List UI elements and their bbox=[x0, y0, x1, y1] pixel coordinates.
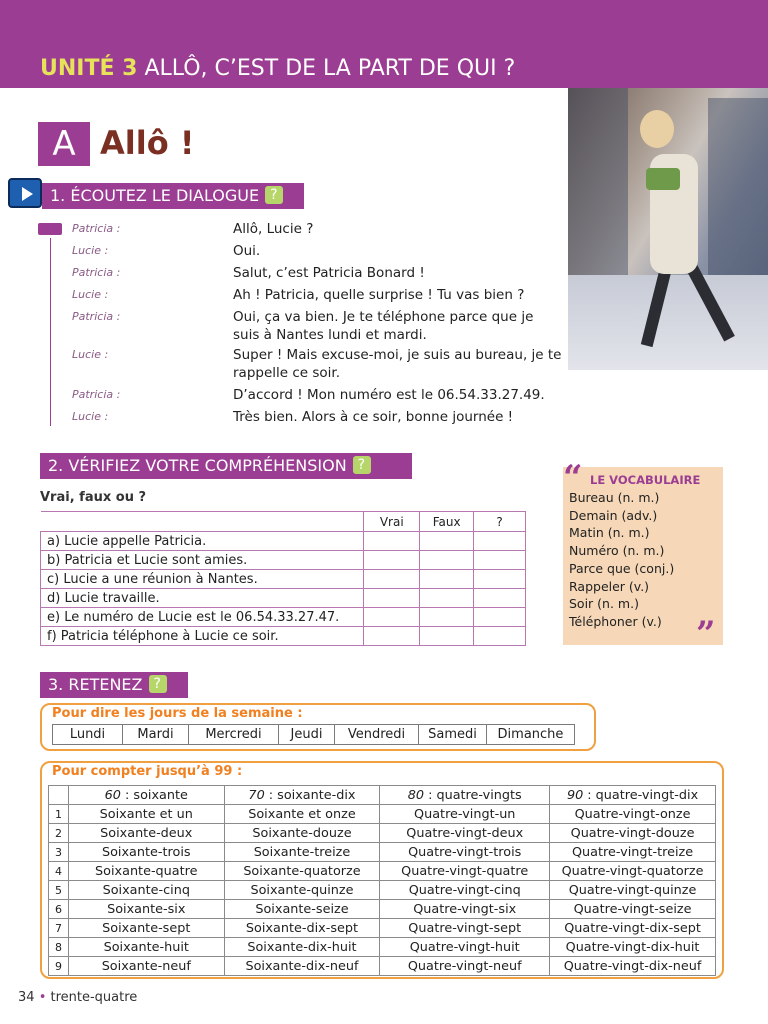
row-index: 2 bbox=[49, 824, 69, 843]
number-cell: Quatre-vingt-dix-huit bbox=[550, 938, 716, 957]
play-audio-icon[interactable] bbox=[8, 178, 42, 208]
vocabulary-item: Numéro (n. m.) bbox=[569, 543, 665, 559]
table-row bbox=[41, 608, 526, 627]
numbers-title: Pour compter jusqu’à 99 : bbox=[52, 764, 243, 779]
number-cell: Quatre-vingt-deux bbox=[380, 824, 550, 843]
vrai-checkbox[interactable] bbox=[364, 608, 420, 627]
question-icon bbox=[265, 186, 283, 204]
statement-cell: d) Lucie travaille. bbox=[41, 589, 364, 608]
day-cell: Jeudi bbox=[279, 725, 335, 745]
section-3-title-text: 3. RETENEZ bbox=[48, 675, 143, 694]
table-row bbox=[41, 532, 526, 551]
table-row bbox=[41, 570, 526, 589]
number-header bbox=[224, 786, 380, 805]
number-header-value: 90 bbox=[566, 787, 584, 803]
number-cell: Soixante-quinze bbox=[224, 881, 380, 900]
refresh-icon bbox=[149, 675, 167, 693]
table-row bbox=[49, 805, 716, 824]
day-cell: Dimanche bbox=[487, 725, 575, 745]
cassette-icon bbox=[38, 223, 62, 235]
row-index: 4 bbox=[49, 862, 69, 881]
dialogue-line: Super ! Mais excuse-moi, je suis au bureau, je te rappelle ce soir. bbox=[233, 347, 562, 381]
vocabulary-item: Rappeler (v.) bbox=[569, 578, 650, 594]
woman-walking-photo bbox=[568, 88, 768, 370]
vocabulary-title: LE VOCABULAIRE bbox=[590, 473, 701, 487]
section-2-title bbox=[40, 453, 412, 479]
vocabulary-item: Bureau (n. m.) bbox=[569, 490, 660, 505]
number-cell: Quatre-vingt-treize bbox=[550, 843, 716, 862]
days-table bbox=[52, 724, 575, 745]
faux-checkbox[interactable] bbox=[420, 608, 474, 627]
number-header-value: 60 bbox=[104, 787, 121, 803]
number-cell: Quatre-vingt-quinze bbox=[550, 881, 716, 900]
faux-checkbox[interactable] bbox=[420, 627, 474, 646]
number-cell: Soixante-cinq bbox=[68, 881, 224, 900]
dialogue-line: D’accord ! Mon numéro est le 06.54.33.27.49. bbox=[233, 387, 545, 403]
unit-label: UNITÉ 3 bbox=[40, 56, 138, 81]
statement-cell: b) Patricia et Lucie sont amies. bbox=[41, 551, 364, 570]
number-header-word: : soixante-dix bbox=[264, 787, 356, 803]
table-row bbox=[49, 919, 716, 938]
dialogue-line: Oui. bbox=[233, 243, 261, 259]
faux-checkbox[interactable] bbox=[420, 551, 474, 570]
vrai-checkbox[interactable] bbox=[364, 627, 420, 646]
column-header-vrai: Vrai bbox=[364, 512, 420, 532]
statement-cell: f) Patricia téléphone à Lucie ce soir. bbox=[41, 627, 364, 646]
row-index: 7 bbox=[49, 919, 69, 938]
dialogue-speaker: Patricia : bbox=[72, 222, 121, 235]
number-cell: Quatre-vingt-huit bbox=[380, 938, 550, 957]
vocabulary-item: Téléphoner (v.) bbox=[569, 613, 662, 629]
vocabulary-item: Parce que (conj.) bbox=[569, 560, 675, 576]
number-cell: Quatre-vingt-dix-neuf bbox=[550, 957, 716, 976]
table-row bbox=[49, 843, 716, 862]
open-quote-icon: “ bbox=[563, 458, 583, 498]
number-cell: Quatre-vingt-trois bbox=[380, 843, 550, 862]
faux-checkbox[interactable] bbox=[420, 589, 474, 608]
table-row bbox=[49, 862, 716, 881]
true-false-table bbox=[40, 511, 526, 646]
section-1-title bbox=[42, 183, 304, 209]
number-header-word: : quatre-vingt-dix bbox=[583, 787, 699, 803]
number-cell: Soixante-neuf bbox=[68, 957, 224, 976]
dialogue-line: Ah ! Patricia, quelle surprise ! Tu vas bien ? bbox=[233, 287, 525, 303]
number-cell: Soixante-deux bbox=[68, 824, 224, 843]
row-index: 6 bbox=[49, 900, 69, 919]
row-index: 5 bbox=[49, 881, 69, 900]
day-cell: Samedi bbox=[419, 725, 487, 745]
dialogue-speaker: Lucie : bbox=[72, 244, 109, 257]
dialogue-speaker: Lucie : bbox=[72, 348, 109, 361]
vrai-checkbox[interactable] bbox=[364, 589, 420, 608]
unit-title bbox=[40, 56, 515, 81]
exercise-instruction: Vrai, faux ou ? bbox=[40, 490, 147, 505]
index-header-cell bbox=[49, 786, 69, 805]
row-index: 1 bbox=[49, 805, 69, 824]
question-icon bbox=[353, 456, 371, 474]
dialogue-line: Allô, Lucie ? bbox=[233, 221, 314, 237]
column-header-faux: Faux bbox=[420, 512, 474, 532]
table-row bbox=[41, 551, 526, 570]
number-cell: Soixante et un bbox=[68, 805, 224, 824]
column-header-unknown: ? bbox=[474, 512, 526, 532]
vrai-checkbox[interactable] bbox=[364, 532, 420, 551]
number-cell: Quatre-vingt-sept bbox=[380, 919, 550, 938]
number-cell: Quatre-vingt-six bbox=[380, 900, 550, 919]
number-cell: Quatre-vingt-un bbox=[380, 805, 550, 824]
day-cell: Vendredi bbox=[335, 725, 419, 745]
number-cell: Soixante et onze bbox=[224, 805, 380, 824]
statement-cell: c) Lucie a une réunion à Nantes. bbox=[41, 570, 364, 589]
vocabulary-item: Demain (adv.) bbox=[569, 507, 658, 523]
dialogue-line: Salut, c’est Patricia Bonard ! bbox=[233, 265, 425, 281]
row-index: 9 bbox=[49, 957, 69, 976]
table-row bbox=[41, 589, 526, 608]
number-header-value: 80 bbox=[407, 787, 425, 803]
vocabulary-item: Matin (n. m.) bbox=[569, 525, 650, 541]
number-cell: Quatre-vingt-quatre bbox=[380, 862, 550, 881]
dialogue-speaker: Patricia : bbox=[72, 310, 121, 323]
number-cell: Quatre-vingt-neuf bbox=[380, 957, 550, 976]
number-cell: Soixante-six bbox=[68, 900, 224, 919]
table-row bbox=[49, 957, 716, 976]
vocabulary-item: Soir (n. m.) bbox=[569, 596, 639, 612]
close-quote-icon: ” bbox=[696, 614, 716, 654]
number-cell: Soixante-dix-sept bbox=[224, 919, 380, 938]
dialogue-divider bbox=[50, 238, 51, 426]
table-row bbox=[49, 938, 716, 957]
vocabulary-list bbox=[569, 489, 674, 631]
unit-heading: ALLÔ, C’EST DE LA PART DE QUI ? bbox=[137, 56, 516, 81]
section-2-title-text: 2. VÉRIFIEZ VOTRE COMPRÉHENSION bbox=[48, 456, 347, 475]
days-title: Pour dire les jours de la semaine : bbox=[52, 706, 303, 721]
number-cell: Soixante-huit bbox=[68, 938, 224, 957]
dialogue-speaker: Lucie : bbox=[72, 288, 109, 301]
number-cell: Soixante-treize bbox=[224, 843, 380, 862]
number-cell: Soixante-quatorze bbox=[224, 862, 380, 881]
number-header bbox=[550, 786, 716, 805]
lesson-title: Allô ! bbox=[100, 124, 195, 162]
unknown-checkbox[interactable] bbox=[474, 551, 526, 570]
number-cell: Soixante-seize bbox=[224, 900, 380, 919]
faux-checkbox[interactable] bbox=[420, 570, 474, 589]
number-cell: Soixante-quatre bbox=[68, 862, 224, 881]
number-cell: Soixante-douze bbox=[224, 824, 380, 843]
page-number: 34 bbox=[18, 990, 35, 1005]
day-cell: Mardi bbox=[123, 725, 189, 745]
unknown-checkbox[interactable] bbox=[474, 589, 526, 608]
number-cell: Soixante-dix-huit bbox=[224, 938, 380, 957]
number-cell: Soixante-trois bbox=[68, 843, 224, 862]
day-cell: Lundi bbox=[53, 725, 123, 745]
number-cell: Quatre-vingt-onze bbox=[550, 805, 716, 824]
vrai-checkbox[interactable] bbox=[364, 570, 420, 589]
column-header-blank bbox=[41, 512, 364, 532]
dialogue-speaker: Lucie : bbox=[72, 410, 109, 423]
number-header bbox=[380, 786, 550, 805]
table-row bbox=[41, 627, 526, 646]
unknown-checkbox[interactable] bbox=[474, 532, 526, 551]
dialogue-line: Très bien. Alors à ce soir, bonne journée ! bbox=[233, 409, 514, 425]
number-header-word: : soixante bbox=[120, 787, 188, 803]
section-1-title-text: 1. ÉCOUTEZ LE DIALOGUE bbox=[50, 186, 260, 205]
number-header bbox=[68, 786, 224, 805]
number-header-word: : quatre-vingts bbox=[424, 787, 522, 803]
table-row bbox=[49, 824, 716, 843]
faux-checkbox[interactable] bbox=[420, 532, 474, 551]
page-number-word: trente-quatre bbox=[50, 990, 138, 1005]
vrai-checkbox[interactable] bbox=[364, 551, 420, 570]
unknown-checkbox[interactable] bbox=[474, 570, 526, 589]
section-3-title bbox=[40, 672, 188, 698]
number-cell: Quatre-vingt-dix-sept bbox=[550, 919, 716, 938]
table-row bbox=[49, 881, 716, 900]
row-index: 3 bbox=[49, 843, 69, 862]
unknown-checkbox[interactable] bbox=[474, 608, 526, 627]
number-cell: Soixante-dix-neuf bbox=[224, 957, 380, 976]
page-footer bbox=[18, 990, 137, 1005]
number-cell: Quatre-vingt-douze bbox=[550, 824, 716, 843]
dialogue-speaker: Patricia : bbox=[72, 266, 121, 279]
numbers-table bbox=[48, 785, 716, 976]
day-cell: Mercredi bbox=[189, 725, 279, 745]
statement-cell: e) Le numéro de Lucie est le 06.54.33.27.47. bbox=[41, 608, 364, 627]
row-index: 8 bbox=[49, 938, 69, 957]
number-cell: Quatre-vingt-seize bbox=[550, 900, 716, 919]
bullet-icon: • bbox=[38, 990, 47, 1005]
number-cell: Quatre-vingt-quatorze bbox=[550, 862, 716, 881]
number-cell: Quatre-vingt-cinq bbox=[380, 881, 550, 900]
number-header-value: 70 bbox=[248, 787, 265, 803]
number-cell: Soixante-sept bbox=[68, 919, 224, 938]
lesson-letter-badge: A bbox=[38, 122, 90, 166]
statement-cell: a) Lucie appelle Patricia. bbox=[41, 532, 364, 551]
dialogue-line: Oui, ça va bien. Je te téléphone parce que je suis à Nantes lundi et mardi. bbox=[233, 309, 534, 343]
dialogue-speaker: Patricia : bbox=[72, 388, 121, 401]
table-row bbox=[49, 900, 716, 919]
numbers-header-row bbox=[49, 786, 716, 805]
unknown-checkbox[interactable] bbox=[474, 627, 526, 646]
